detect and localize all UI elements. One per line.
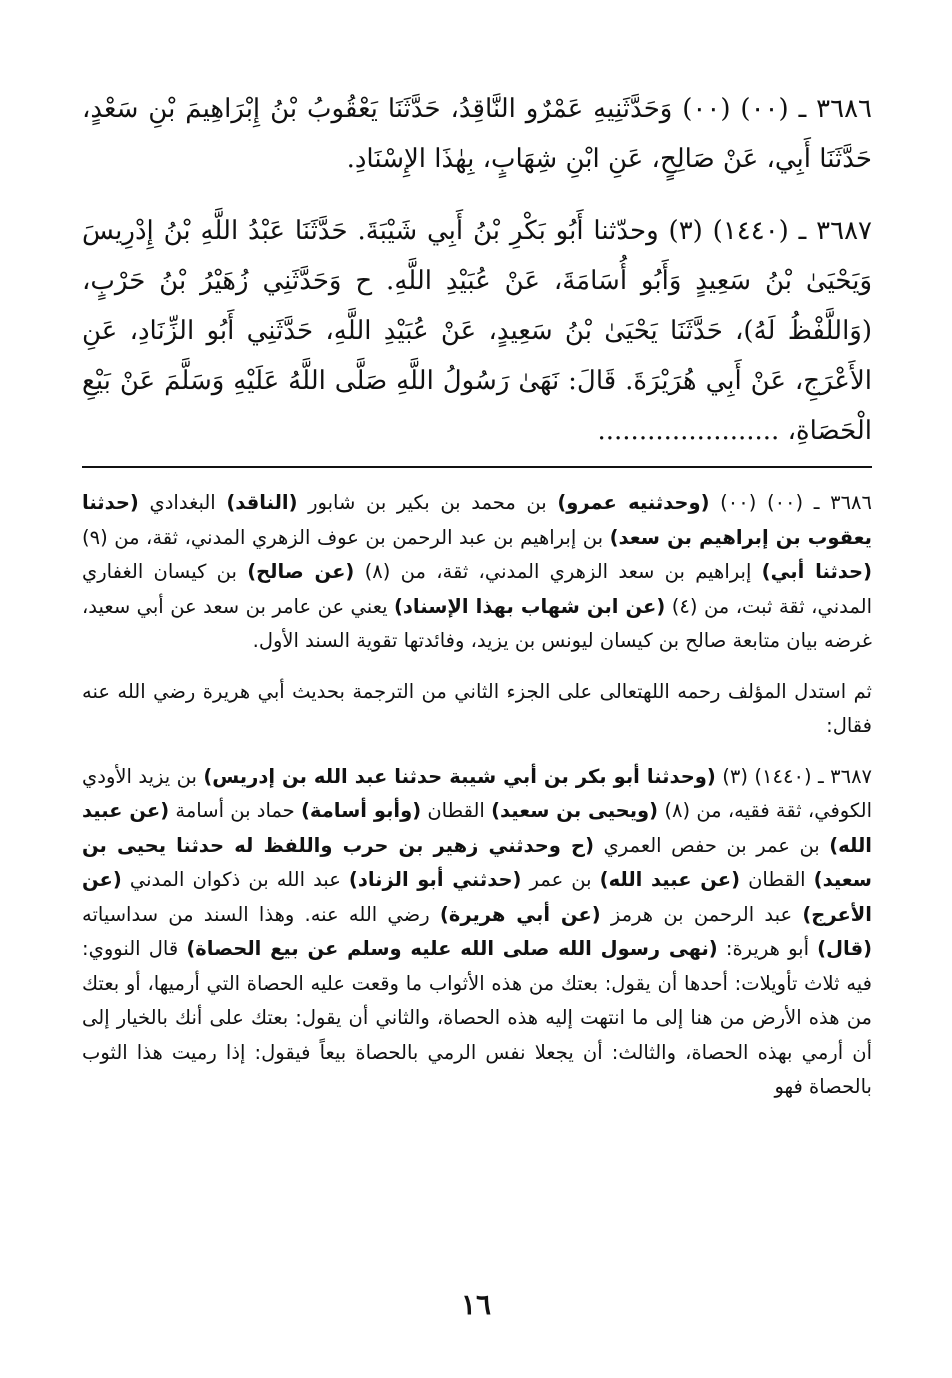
commentary-segment-bold: (عن أبي هريرة) xyxy=(439,902,601,926)
commentary-segment: عبد الله بن ذكوان المدني xyxy=(121,868,349,891)
commentary-segment: القطان xyxy=(421,799,492,822)
commentary-segment: بن إبراهيم بن عبد الرحمن بن عوف الزهري المدني، ثقة، من (٩) xyxy=(82,525,610,549)
commentary-segment-bold: (وحدثنيه عمرو) xyxy=(557,491,710,514)
commentary-3686 xyxy=(82,486,872,659)
commentary-segment-bold: (عن الأعرج) xyxy=(82,868,872,926)
commentary-segment-bold: (حدثني أبو الزناد) xyxy=(348,868,522,891)
commentary-segment-bold: (وأبو أسامة) xyxy=(301,799,422,822)
commentary-segment: ٣٦٨٧ ـ (١٤٤٠) (٣) xyxy=(715,764,873,788)
page-number: ١٦ xyxy=(460,1288,492,1321)
commentary-segment-bold: (عن عبيد الله) xyxy=(82,799,872,857)
hadith-3686: ٣٦٨٦ ـ (٠٠) (٠٠) وَحَدَّثَنِيهِ عَمْرٌو النَّاقِدُ، حَدَّثَنَا يَعْقُوبُ بْنُ إِبْرَاهِيمَ بْنِ سَعْدٍ، حَدَّثَنَا أَبِي، عَنْ صَالِحٍ، عَنِ ابْنِ شِهَابٍ، بِهٰذَا الإِسْنَادِ. xyxy=(82,94,873,174)
footnote-divider xyxy=(82,466,872,468)
commentary-segment-bold: (عن صالح) xyxy=(247,560,355,583)
commentary-segment: يعني عن عامر بن سعد عن أبي سعيد، غرضه بيان متابعة صالح بن كيسان ليونس بن يزيد، وفائدتها تقوية السند الأول. xyxy=(82,594,872,652)
commentary-segment: بن يزيد الأودي الكوفي، ثقة فقيه، من (٨) xyxy=(82,764,873,822)
commentary-segment: ٣٦٨٦ ـ (٠٠) (٠٠) xyxy=(709,491,872,514)
commentary-segment-bold: (عن ابن شهاب بهذا الإسناد) xyxy=(394,594,666,618)
commentary-segment: قال النووي: فيه ثلاث تأويلات: أحدها أن يقول: بعتك من هذه الأثواب ما وقعت عليه الحصاة التي أرميها، أو بعتك من هذه الأرض من هنا إلى ما انتهت إليه هذه الحصاة، والثاني أن يقول: بعتك على أنك بالخيار إلى أن أرمي بهذه الحصاة، والثالث: أن يجعلا نفس الرمي بالحصاة بيعاً فيقول: إذا رميت هذا الثوب بالحصاة فهو xyxy=(82,937,872,1098)
commentary-segment: بن محمد بن بكير بن شابور xyxy=(297,491,558,514)
commentary-segment: حماد بن أسامة xyxy=(169,799,301,822)
commentary-segment: بن عمر بن حفص العمري xyxy=(594,833,830,857)
commentary-segment-bold: (ويحيى بن سعيد) xyxy=(491,799,659,822)
hadith-3687: ٣٦٨٧ ـ (١٤٤٠) (٣) وحدّثنا أَبُو بَكْرِ بْنُ أَبِي شَيْبَةَ. حَدَّثَنَا عَبْدُ اللَّهِ بْنُ إِدْرِيسَ وَيَحْيَىٰ بْنُ سَعِيدٍ وَأَبُو أُسَامَةَ، عَنْ عُبَيْدِ اللَّهِ. ح وَحَدَّثَنِي زُهَيْرُ بْنُ حَرْبٍ، (وَاللَّفْظُ لَهُ)، حَدَّثَنَا يَحْيَىٰ بْنُ سَعِيدٍ، عَنْ عُبَيْدِ اللَّهِ، حَدَّثَنِي أَبُو الزِّنَادِ، عَنِ الأَعْرَجِ، عَنْ أَبِي هُرَيْرَةَ. قَالَ: نَهَىٰ رَسُولُ اللَّهِ صَلَّى اللَّهُ عَلَيْهِ وَسَلَّمَ عَنْ بَيْعِ الْحَصَاةِ، ...................... xyxy=(82,216,872,446)
commentary-segment-bold: (حدثنا أبي) xyxy=(761,560,873,583)
commentary-segment: أبو هريرة: xyxy=(717,937,818,960)
commentary-segment-bold: (نهى رسول الله صلى الله عليه وسلم عن بيع الحصاة) xyxy=(186,937,718,960)
commentary-3687 xyxy=(82,760,872,1105)
commentary-segment-bold: (حدثنا يعقوب بن إبراهيم بن سعد) xyxy=(82,491,872,549)
commentary-segment-bold: (قال) xyxy=(817,937,873,960)
commentary-segment-bold: (عن عبيد الله) xyxy=(599,868,740,891)
commentary-transition: ثم استدل المؤلف رحمه اللهتعالى على الجزء الثاني من الترجمة بحديث أبي هريرة رضي الله عنه فقال: xyxy=(82,679,872,737)
commentary-segment-bold: (الناقد) xyxy=(226,491,298,514)
commentary-segment: القطان xyxy=(740,868,814,891)
commentary-segment: بن عمر xyxy=(521,868,600,891)
commentary-segment: البغدادي xyxy=(138,491,227,514)
commentary-segment: إبراهيم بن سعد الزهري المدني، ثقة، من (٨) xyxy=(354,560,762,583)
commentary-segment: عبد الرحمن بن هرمز xyxy=(600,902,803,926)
commentary-segment: بن كيسان الغفاري المدني، ثقة ثبت، من (٤) xyxy=(82,560,873,618)
commentary-section xyxy=(82,486,872,1105)
commentary-segment-bold: (ح وحدثني زهير بن حرب واللفظ له حدثنا يحيى بن سعيد) xyxy=(82,833,872,891)
hadith-text-section xyxy=(82,84,872,456)
commentary-segment-bold: (وحدثنا أبو بكر بن أبي شيبة حدثنا عبد الله بن إدريس) xyxy=(203,764,716,788)
commentary-segment: رضي الله عنه. وهذا السند من سداسياته xyxy=(82,902,440,926)
